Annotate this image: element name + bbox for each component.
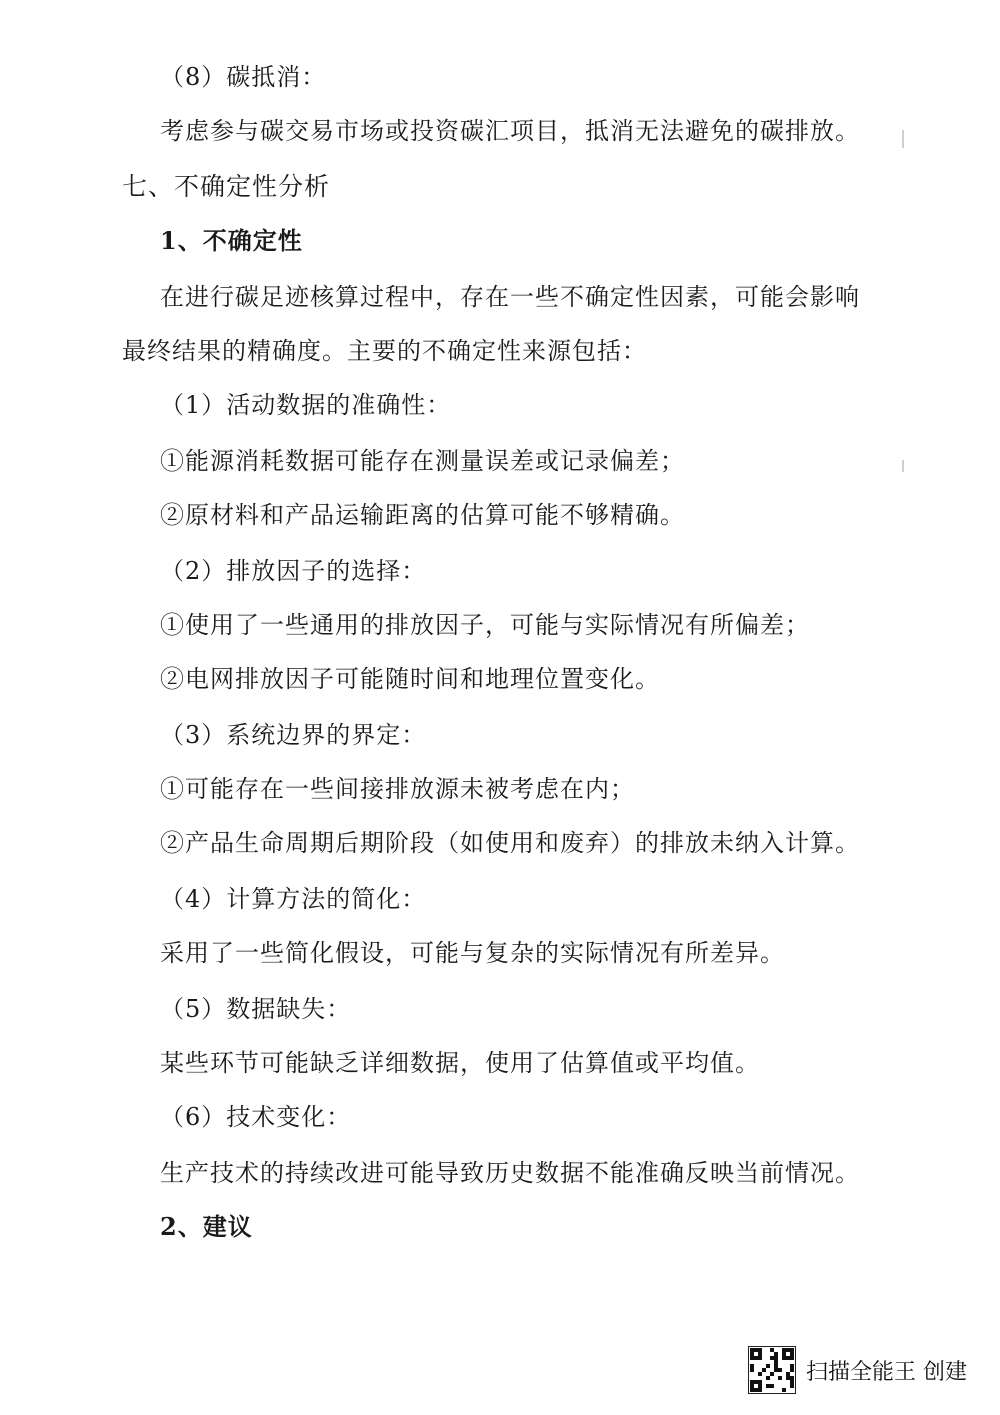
qr-module [750,1368,754,1372]
qr-module [758,1372,762,1376]
scan-artifact [902,130,904,148]
qr-module [790,1356,794,1360]
item-1-heading: （1）活动数据的准确性： [160,391,452,419]
qr-module [778,1376,782,1380]
subsection-1-heading: 1、不确定性 [160,226,303,255]
item-6-text: 生产技术的持续改进可能导致历史数据不能准确反映当前情况。 [160,1159,860,1187]
qr-module [766,1364,770,1368]
subsection-2-heading: 2、建议 [160,1212,253,1241]
section-7-heading: 七、不确定性分析 [122,172,331,201]
item-6-heading: （6）技术变化： [160,1103,352,1131]
item-5-heading: （5）数据缺失： [160,995,352,1023]
item-4-heading: （4）计算方法的简化： [160,885,427,913]
watermark-text: 扫描全能王 创建 [806,1359,967,1385]
paragraph-intro-line-2: 最终结果的精确度。主要的不确定性来源包括： [122,337,647,365]
qr-module [770,1384,774,1388]
scanner-watermark [748,1345,973,1395]
qr-module [770,1372,774,1376]
paragraph-intro-line-1: 在进行碳足迹核算过程中，存在一些不确定性因素，可能会影响 [160,283,860,311]
qr-module [758,1356,762,1360]
item-5-text: 某些环节可能缺乏详细数据，使用了估算值或平均值。 [160,1049,760,1077]
item-2-point-1: ①使用了一些通用的排放因子，可能与实际情况有所偏差； [160,611,810,639]
scan-artifact [902,460,904,472]
item-3-heading: （3）系统边界的界定： [160,721,427,749]
item-3-point-2: ②产品生命周期后期阶段（如使用和废弃）的排放未纳入计算。 [160,829,860,857]
qr-module [778,1368,782,1372]
qr-module [762,1368,766,1372]
item-2-heading: （2）排放因子的选择： [160,557,427,585]
qr-code-icon [748,1346,796,1394]
qr-module [790,1384,794,1388]
item-3-point-1: ①可能存在一些间接排放源未被考虑在内； [160,775,635,803]
qr-module [782,1388,786,1392]
item-2-point-2: ②电网排放因子可能随时间和地理位置变化。 [160,665,660,693]
item-1-point-2: ②原材料和产品运输距离的估算可能不够精确。 [160,501,685,529]
subsection-8-heading: （8）碳抵消： [160,63,327,91]
qr-module [766,1376,770,1380]
paragraph-carbon-offset: 考虑参与碳交易市场或投资碳汇项目，抵消无法避免的碳排放。 [160,117,860,145]
qr-module [790,1368,794,1372]
item-1-point-1: ①能源消耗数据可能存在测量误差或记录偏差； [160,447,685,475]
qr-module [758,1388,762,1392]
item-4-text: 采用了一些简化假设，可能与复杂的实际情况有所差异。 [160,939,785,967]
